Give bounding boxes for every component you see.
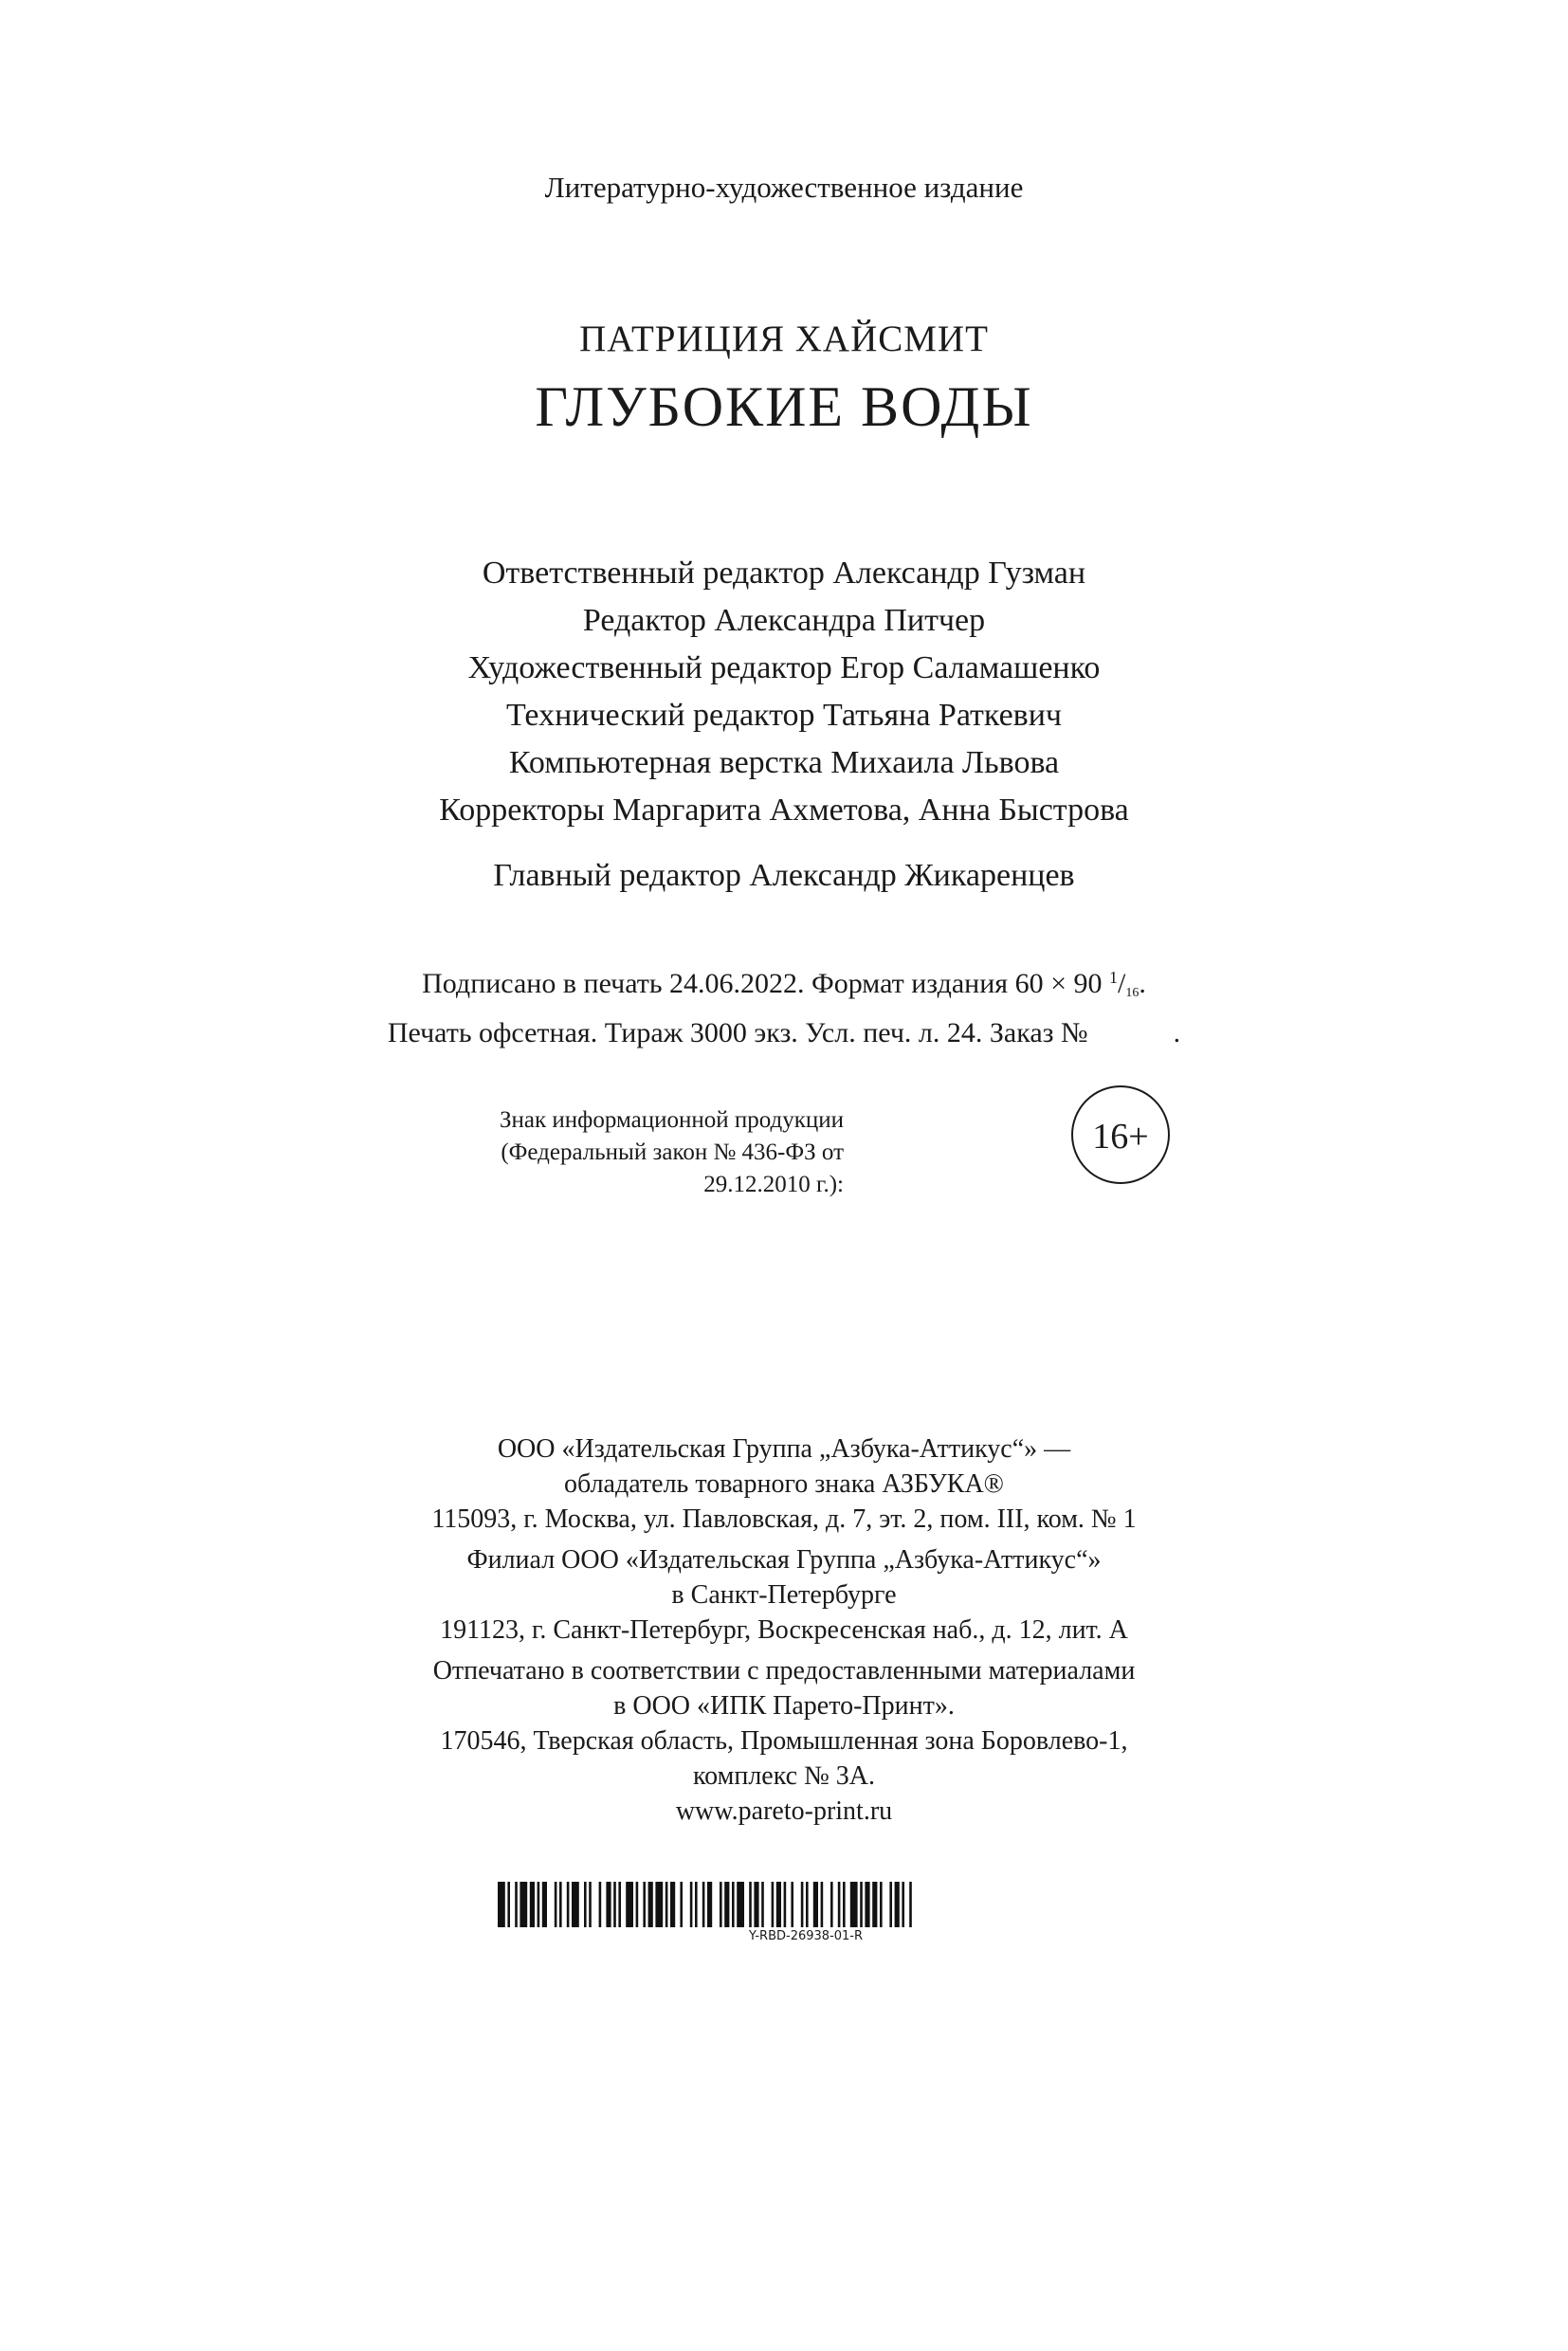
printer-line: в ООО «ИПК Парето-Принт».	[613, 1691, 955, 1721]
barcode-bar	[772, 1882, 775, 1927]
branch-block	[0, 1542, 1568, 1648]
printer-line: комплекс № 3А.	[692, 1761, 876, 1791]
barcode-bar	[889, 1882, 892, 1927]
barcode-bar	[865, 1882, 869, 1927]
barcode	[498, 1882, 1114, 1958]
barcode-bar	[720, 1882, 722, 1927]
barcode-bar	[850, 1882, 858, 1927]
barcode-bar	[902, 1882, 904, 1927]
branch-line: Филиал ООО «Издательская Группа „Азбука-Аттикус“»	[466, 1545, 1102, 1575]
age-rating-label-line: Знак информационной продукции	[499, 1107, 844, 1133]
age-rating-block	[417, 1085, 1149, 1199]
barcode-bar	[530, 1882, 535, 1927]
barcode-bar	[838, 1882, 841, 1927]
barcode-bar	[732, 1882, 735, 1927]
barcode-graphic	[498, 1882, 1114, 1929]
author-name: ПАТРИЦИЯ ХАЙСМИТ	[579, 319, 989, 359]
barcode-bar	[695, 1882, 698, 1927]
barcode-bar	[538, 1882, 540, 1927]
barcode-bar	[515, 1882, 518, 1927]
branch-line: 191123, г. Санкт-Петербург, Воскресенская наб., д. 12, лит. А	[440, 1615, 1128, 1645]
age-rating-law-line: (Федеральный закон № 436-ФЗ от 29.12.2010 г.):	[501, 1139, 844, 1197]
imprint-info	[0, 957, 1568, 1053]
credit-line: Художественный редактор Егор Саламашенко	[467, 650, 1101, 685]
printer-website: www.pareto-print.ru	[675, 1796, 893, 1826]
imprint-signed-format: Подписано в печать 24.06.2022. Формат издания 60 × 90	[422, 968, 1110, 999]
barcode-bar	[655, 1882, 663, 1927]
barcode-bar	[843, 1882, 846, 1927]
barcode-bar	[542, 1882, 547, 1927]
book-title: ГЛУБОКИЕ ВОДЫ	[535, 375, 1033, 438]
age-rating-value: 16+	[1092, 1117, 1149, 1157]
barcode-bar	[724, 1882, 729, 1927]
chief-editor: Главный редактор Александр Жикаренцев	[493, 858, 1075, 893]
credit-line: Ответственный редактор Александр Гузман	[482, 556, 1086, 591]
barcode-bar	[737, 1882, 744, 1927]
branch-line: в Санкт-Петербурге	[671, 1580, 897, 1610]
barcode-bar	[589, 1882, 592, 1927]
barcode-bar	[572, 1882, 579, 1927]
barcode-bar	[665, 1882, 668, 1927]
barcode-bar	[555, 1882, 557, 1927]
barcode-bar	[830, 1882, 833, 1927]
barcode-bar	[860, 1882, 863, 1927]
edition-type: Литературно-художественное издание	[544, 171, 1024, 204]
imprint-line-1-end: .	[1139, 968, 1146, 999]
publisher-line: обладатель товарного знака АЗБУКА®	[564, 1469, 1004, 1499]
credit-line: Редактор Александра Питчер	[582, 603, 986, 638]
imprint-line-2-end: .	[1173, 1017, 1181, 1048]
barcode-bar	[584, 1882, 587, 1927]
barcode-bar	[643, 1882, 646, 1927]
barcode-bar	[754, 1882, 758, 1927]
barcode-bar	[648, 1882, 653, 1927]
barcode-bar	[606, 1882, 611, 1927]
barcode-bar	[670, 1882, 675, 1927]
barcode-code: Y-RBD-26938-01-R	[748, 1929, 864, 1943]
barcode-bar	[761, 1882, 764, 1927]
barcode-bar	[702, 1882, 705, 1927]
printer-block	[0, 1653, 1568, 1829]
barcode-bar	[813, 1882, 818, 1927]
barcode-bar	[636, 1882, 639, 1927]
barcode-bar	[613, 1882, 616, 1927]
barcode-bar	[520, 1882, 527, 1927]
barcode-bar	[690, 1882, 693, 1927]
publisher-line: ООО «Издательская Группа „Азбука-Аттикус“» —	[497, 1434, 1071, 1464]
barcode-bar	[559, 1882, 562, 1927]
credits-list	[0, 550, 1568, 834]
imprint-line-2	[0, 1013, 1568, 1053]
publisher-line: 115093, г. Москва, ул. Павловская, д. 7, эт. 2, пом. III, ком. № 1	[431, 1504, 1137, 1534]
imprint-line-1: Подписано в печать 24.06.2022. Формат издания 60 × 90 $^1/_{16}$.	[422, 968, 1146, 1000]
barcode-bar	[776, 1882, 781, 1927]
publisher-info	[0, 1431, 1568, 1834]
barcode-bar	[784, 1882, 787, 1927]
barcode-bar	[895, 1882, 900, 1927]
barcode-bar	[749, 1882, 752, 1927]
age-rating-label	[417, 1104, 844, 1201]
imprint-print-run: Печать офсетная. Тираж 3000 экз. Усл. печ. л. 24. Заказ №	[387, 1017, 1088, 1048]
printer-line: 170546, Тверская область, Промышленная зона Боровлево-1,	[440, 1726, 1128, 1756]
barcode-bar	[821, 1882, 824, 1927]
barcode-bar	[498, 1882, 505, 1927]
publisher-block	[0, 1431, 1568, 1537]
format-denominator: 16	[1125, 986, 1140, 1000]
printer-line: Отпечатано в соответствии с предоставленными материалами	[432, 1656, 1136, 1686]
barcode-bar	[626, 1882, 633, 1927]
credit-line: Компьютерная верстка Михаила Львова	[508, 745, 1060, 780]
barcode-bar	[872, 1882, 877, 1927]
age-rating-badge	[1071, 1085, 1170, 1184]
credit-line: Технический редактор Татьяна Раткевич	[505, 698, 1063, 733]
barcode-bar	[618, 1882, 621, 1927]
barcode-bar	[507, 1882, 510, 1927]
barcode-bar	[707, 1882, 712, 1927]
barcode-bar	[806, 1882, 809, 1927]
barcode-bar	[791, 1882, 793, 1927]
format-numerator: 1	[1109, 968, 1119, 987]
barcode-bar	[567, 1882, 570, 1927]
barcode-bar	[801, 1882, 804, 1927]
barcode-bar	[909, 1882, 912, 1927]
barcode-bar	[880, 1882, 883, 1927]
credit-line: Корректоры Маргарита Ахметова, Анна Быстрова	[439, 793, 1129, 828]
barcode-bar	[680, 1882, 683, 1927]
barcode-bar	[599, 1882, 602, 1927]
